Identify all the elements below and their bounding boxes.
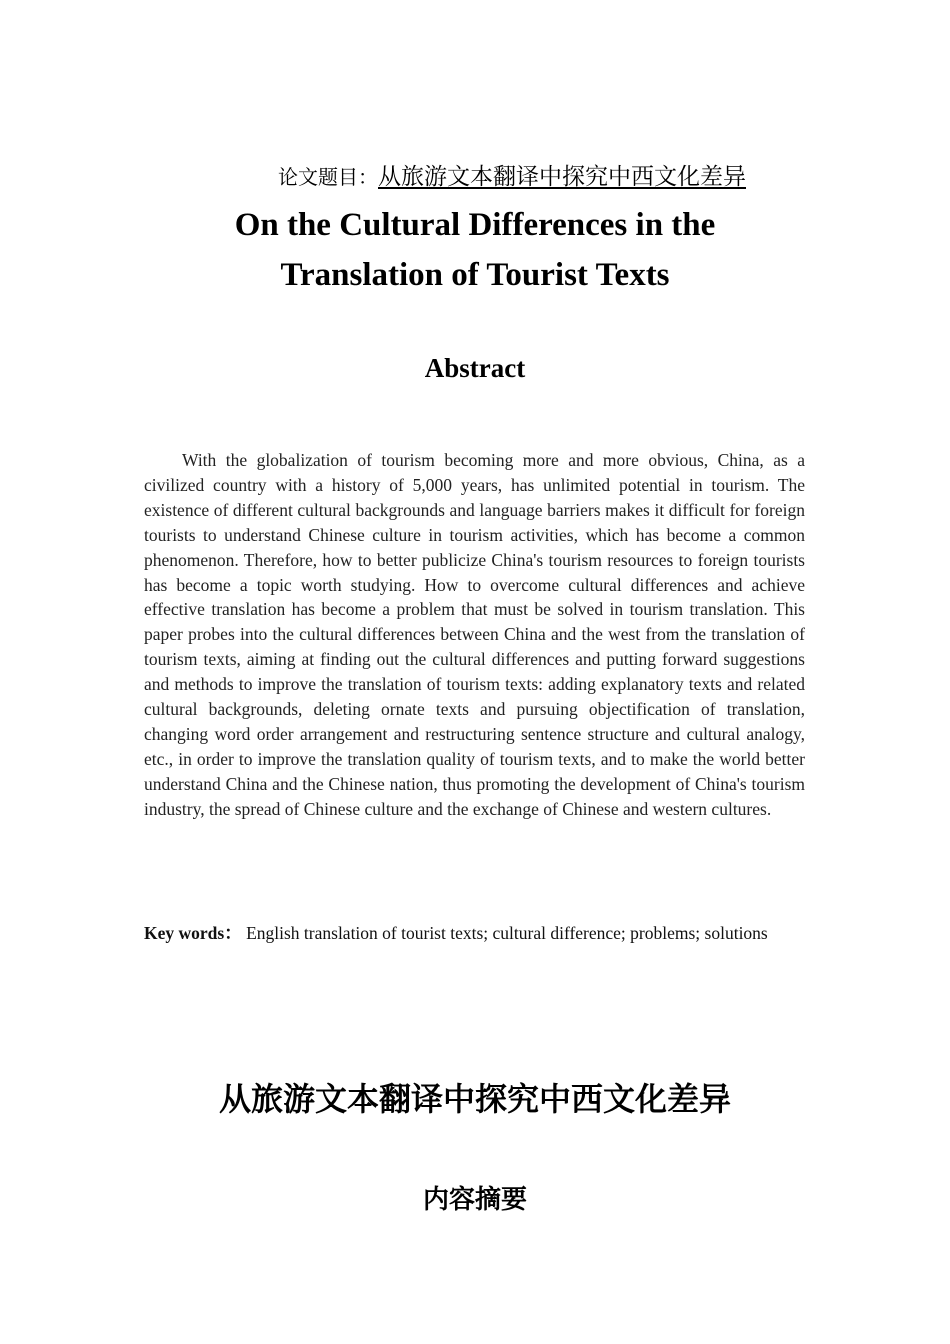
thesis-title-chinese: 从旅游文本翻译中探究中西文化差异 bbox=[378, 164, 746, 190]
abstract-heading: Abstract bbox=[424, 353, 526, 383]
keywords-label: Key words： bbox=[144, 923, 242, 943]
keywords-line bbox=[144, 921, 805, 946]
english-title-line-2: Translation of Tourist Texts bbox=[280, 257, 670, 293]
english-title-line-1: On the Cultural Differences in the bbox=[234, 207, 716, 243]
thesis-title-label: 论文题目： bbox=[278, 165, 378, 189]
abstract-paragraph: With the globalization of tourism becoming more and more obvious, China, as a civilized country with a history of 5,000 years, has unlimited potential in tourism. The existence of different cultural backgrounds and language barriers makes it difficult for foreign tourists to understand Chinese culture in tourism activities, which has become a common phenomenon. Therefore, how to better publicize China's tourism resources to foreign tourists has become a topic worth studying. How to overcome cultural differences and achieve effective translation has become a problem that must be solved in tourism translation. This paper probes into the cultural differences between China and the west from the translation of tourism texts, aiming at finding out the cultural differences and putting forward suggestions and methods to improve the translation of tourism texts: adding explanatory texts and related cultural backgrounds, deleting ornate texts and pursuing objectification of translation, changing word order arrangement and restructuring sentence structure and cultural analogy, etc., in order to improve the translation quality of tourism texts, and to make the world better understand China and the Chinese nation, thus promoting the development of China's tourism industry, the spread of Chinese culture and the exchange of Chinese and western cultures. bbox=[144, 450, 805, 819]
thesis-title-line bbox=[278, 158, 746, 191]
english-title bbox=[145, 200, 805, 300]
keywords-text: English translation of tourist texts; cultural difference; problems; solutions bbox=[246, 923, 768, 943]
chinese-abstract-heading: 内容摘要 bbox=[422, 1185, 527, 1215]
chinese-title: 从旅游文本翻译中探究中西文化差异 bbox=[218, 1080, 731, 1118]
